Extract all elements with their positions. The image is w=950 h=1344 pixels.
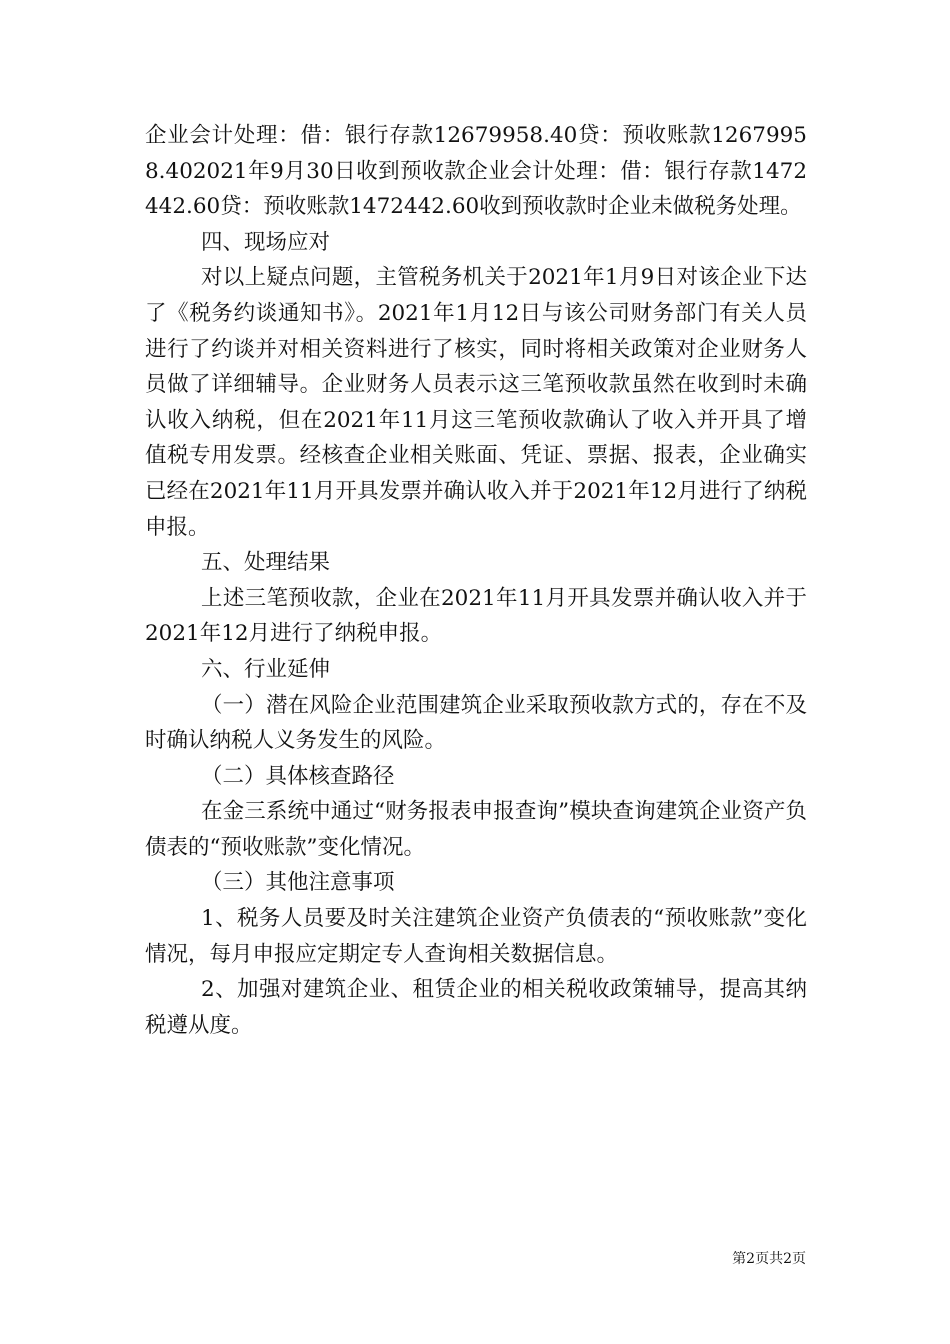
paragraph-risk-scope: （一）潜在风险企业范围建筑企业采取预收款方式的，存在不及时确认纳税人义务发生的风险。 [145, 692, 807, 754]
document-body [145, 118, 807, 1043]
paragraph-onsite-response: 对以上疑点问题，主管税务机关于2021年1月9日对该企业下达了《税务约谈通知书》。2021年1月12日与该公司财务部门有关人员进行了约谈并对相关资料进行了核实，同时将相关政策对企业财务人员做了详细辅导。企业财务人员表示这三笔预收款虽然在收到时未确认收入纳税，但在2021年11月这三笔预收款确认了收入并开具了增值税专用发票。经核查企业相关账面、凭证、票据、报表，企业确实已经在2021年11月开具发票并确认收入并于2021年12月进行了纳税申报。 [145, 265, 807, 540]
heading-result: 五、处理结果 [201, 550, 331, 576]
heading-industry-extension: 六、行业延伸 [201, 656, 331, 682]
paragraph-note-2: 2、加强对建筑企业、租赁企业的相关税收政策辅导，提高其纳税遵从度。 [145, 977, 807, 1038]
paragraph-note-1: 1、税务人员要及时关注建筑企业资产负债表的“预收账款”变化情况，每月申报应定期定专人查询相关数据信息。 [145, 906, 807, 967]
page-number: 第2页共2页 [732, 1251, 806, 1267]
heading-check-path: （二）具体核查路径 [201, 763, 395, 789]
heading-other-notes: （三）其他注意事项 [201, 870, 395, 896]
paragraph-result: 上述三笔预收款，企业在2021年11月开具发票并确认收入并于2021年12月进行了纳税申报。 [145, 585, 807, 647]
paragraph-check-path: 在金三系统中通过“财务报表申报查询”模块查询建筑企业资产负债表的“预收账款”变化情况。 [145, 799, 807, 860]
paragraph-accounting-entries: 企业会计处理：借：银行存款12679958.40贷：预收账款12679958.402021年9月30日收到预收款企业会计处理：借：银行存款1472442.60贷：预收账款1472442.60收到预收款时企业未做税务处理。 [145, 123, 807, 220]
heading-onsite-response: 四、现场应对 [201, 229, 331, 255]
